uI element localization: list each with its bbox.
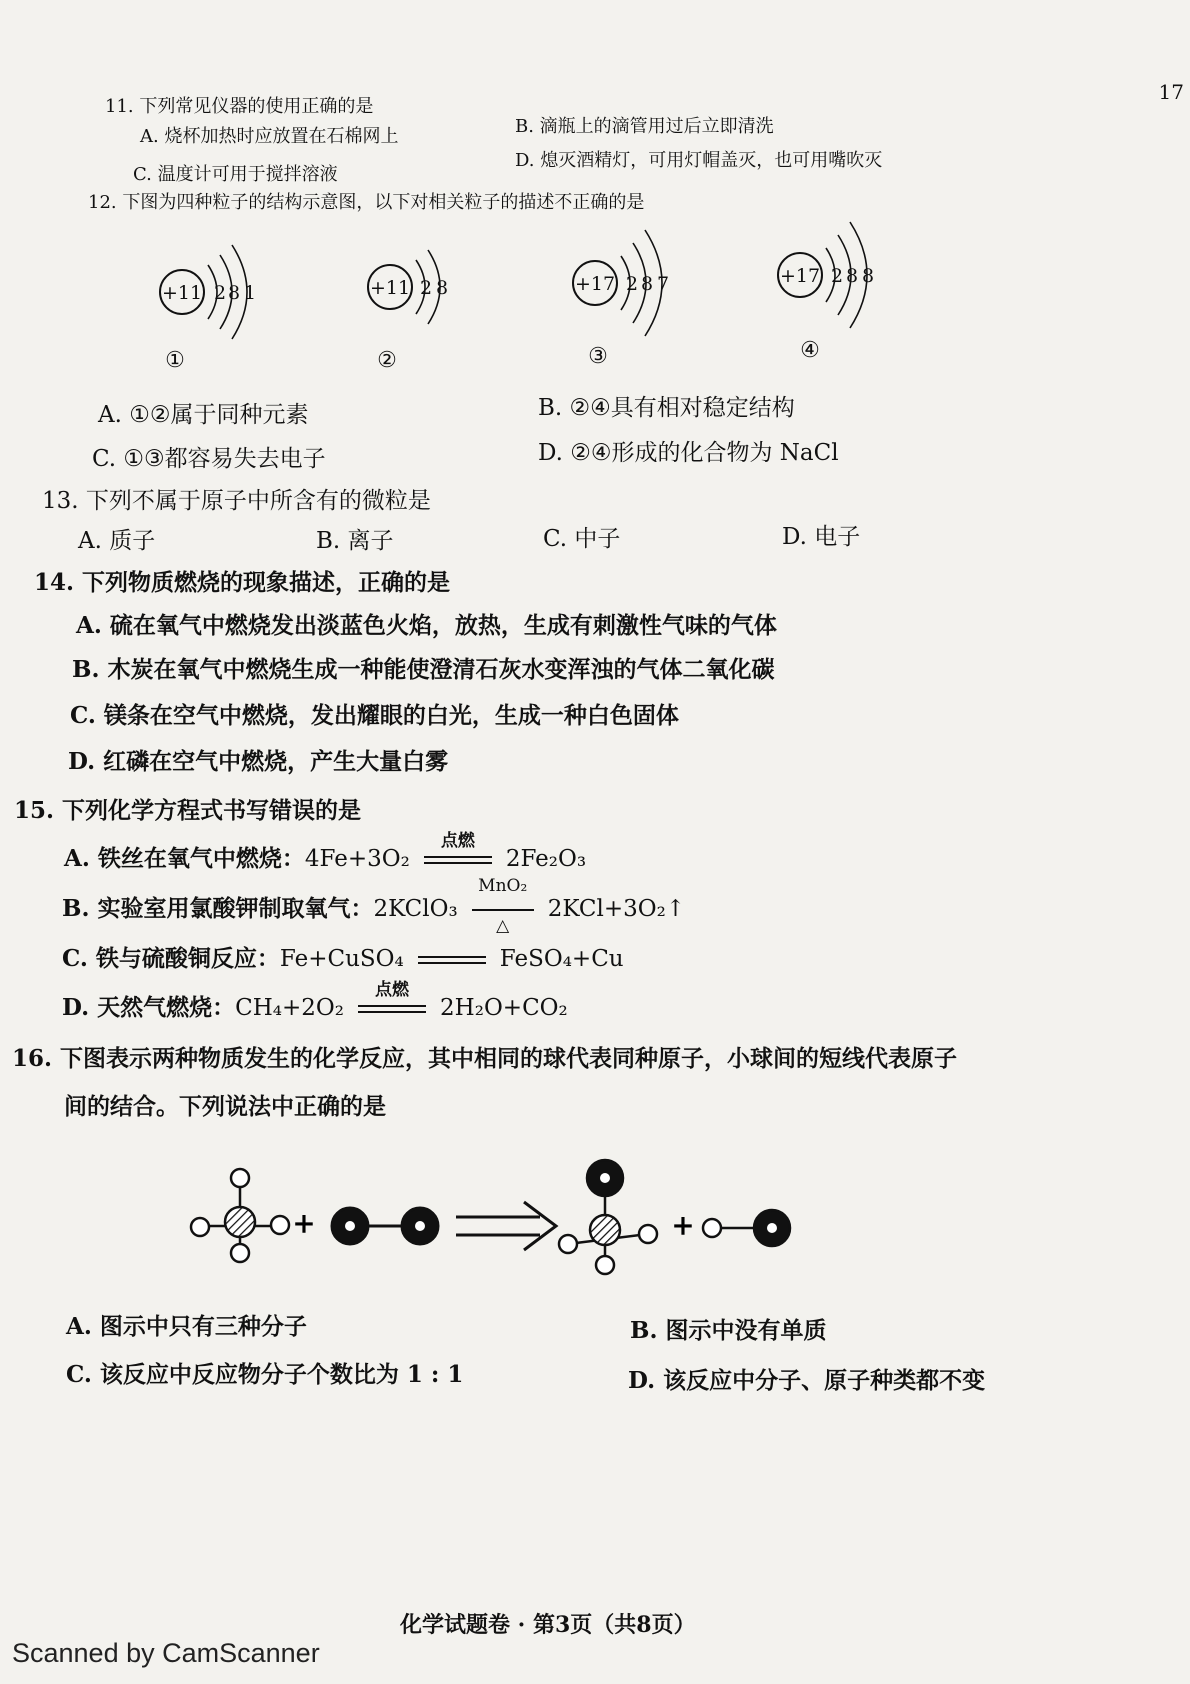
particle-2-shell-1: 2 xyxy=(419,277,433,299)
q16-option-b: B. 图示中没有单质 xyxy=(630,1317,827,1344)
q15-option-b xyxy=(62,876,686,936)
particle-1-label: ① xyxy=(165,348,185,373)
particle-3-diagram xyxy=(573,230,669,369)
q13-option-b: B. 离子 xyxy=(316,528,394,554)
particle-3-shell-3: 7 xyxy=(656,273,670,295)
q12-option-a: A. ①②属于同种元素 xyxy=(98,402,309,428)
q14-stem: 14. 下列物质燃烧的现象描述，正确的是 xyxy=(34,569,451,596)
reactant-molecule-1 xyxy=(191,1169,289,1262)
q15-c-label: C. 铁与硫酸铜反应： xyxy=(62,945,280,972)
q15-d-label: D. 天然气燃烧： xyxy=(62,994,236,1021)
q11-stem: 11. 下列常见仪器的使用正确的是 xyxy=(105,96,374,117)
plus-sign-1: + xyxy=(292,1207,316,1240)
q15-d-rhs: 2H₂O+CO₂ xyxy=(440,995,568,1021)
q11-option-d: D. 熄灭酒精灯，可用灯帽盖灭，也可用嘴吹灭 xyxy=(515,150,883,171)
q14-option-b: B. 木炭在氧气中燃烧生成一种能使澄清石灰水变浑浊的气体二氧化碳 xyxy=(72,656,775,683)
q15-option-a xyxy=(64,831,587,873)
q15-b-lhs: 2KClO₃ xyxy=(373,896,458,922)
q15-c-lhs: Fe+CuSO₄ xyxy=(279,946,404,972)
q12-option-d: D. ②④形成的化合物为 NaCl xyxy=(538,440,839,466)
q12-option-c: C. ①③都容易失去电子 xyxy=(92,446,326,472)
q15-a-condition: 点燃 xyxy=(440,831,475,851)
q15-b-catalyst: MnO₂ xyxy=(478,876,528,896)
particle-2-label: ② xyxy=(377,348,397,373)
particle-1-shell-3: 1 xyxy=(243,282,257,304)
particle-3-shell-1: 2 xyxy=(625,273,639,295)
q11-option-b: B. 滴瓶上的滴管用过后立即清洗 xyxy=(515,116,774,137)
scanner-watermark: Scanned by CamScanner xyxy=(12,1638,320,1668)
q14-option-d: D. 红磷在空气中燃烧，产生大量白雾 xyxy=(68,748,449,775)
particle-1-nucleus: +11 xyxy=(161,282,203,304)
q16-option-d: D. 该反应中分子、原子种类都不变 xyxy=(628,1367,986,1394)
particle-3-shell-2: 8 xyxy=(640,273,654,295)
q15-stem: 15. 下列化学方程式书写错误的是 xyxy=(14,797,362,824)
q15-d-condition: 点燃 xyxy=(375,980,410,1000)
particle-4-nucleus: +17 xyxy=(779,265,821,287)
q15-c-rhs: FeSO₄+Cu xyxy=(499,946,624,972)
q16-stem-line2: 间的结合。下列说法中正确的是 xyxy=(64,1093,386,1120)
page-footer: 化学试题卷 · 第3页（共8页） xyxy=(400,1612,696,1638)
q15-a-rhs: 2Fe₂O₃ xyxy=(505,846,587,872)
reaction-arrow xyxy=(456,1202,556,1250)
q16-stem-line1: 16. 下图表示两种物质发生的化学反应，其中相同的球代表同种原子，小球间的短线代表原子 xyxy=(12,1045,958,1072)
q13-option-d: D. 电子 xyxy=(782,524,861,550)
q14-option-a: A. 硫在氧气中燃烧发出淡蓝色火焰，放热，生成有刺激性气味的气体 xyxy=(76,612,777,639)
q15-b-rhs: 2KCl+3O₂↑ xyxy=(547,896,686,922)
particle-3-label: ③ xyxy=(588,344,608,369)
particle-4-diagram xyxy=(778,222,874,363)
q15-a-label: A. 铁丝在氧气中燃烧： xyxy=(64,845,305,872)
q15-a-lhs: 4Fe+3O₂ xyxy=(304,846,410,872)
q11-option-a: A. 烧杯加热时应放置在石棉网上 xyxy=(140,126,399,147)
product-molecule-1 xyxy=(559,1160,657,1274)
q12-stem: 12. 下图为四种粒子的结构示意图，以下对相关粒子的描述不正确的是 xyxy=(88,192,645,213)
q15-d-lhs: CH₄+2O₂ xyxy=(235,995,344,1021)
particle-2-shell-2: 8 xyxy=(435,277,449,299)
page-corner-number: 17 xyxy=(1158,80,1184,104)
q15-a-equals xyxy=(424,831,492,872)
plus-sign-2: + xyxy=(671,1209,695,1242)
particle-2-diagram xyxy=(368,250,448,373)
particle-1-shell-2: 8 xyxy=(227,282,241,304)
particle-4-label: ④ xyxy=(800,338,820,363)
q16-option-c: C. 该反应中反应物分子个数比为 1 : 1 xyxy=(66,1361,464,1388)
particle-4-shell-3: 8 xyxy=(861,265,875,287)
q12-option-b: B. ②④具有相对稳定结构 xyxy=(538,395,795,421)
q15-b-label: B. 实验室用氯酸钾制取氧气： xyxy=(62,895,374,922)
product-molecule-2 xyxy=(703,1210,790,1246)
q15-b-heat: △ xyxy=(496,916,510,936)
q13-stem: 13. 下列不属于原子中所含有的微粒是 xyxy=(42,488,431,514)
particle-2-nucleus: +11 xyxy=(369,277,411,299)
reactant-molecule-2 xyxy=(332,1208,438,1244)
q16-option-a: A. 图示中只有三种分子 xyxy=(66,1313,307,1340)
q12-particle-diagrams xyxy=(130,215,930,385)
q15-b-equals xyxy=(472,876,534,936)
q13-option-c: C. 中子 xyxy=(543,526,621,552)
q13-option-a: A. 质子 xyxy=(78,528,156,554)
q15-option-c xyxy=(62,940,624,973)
q11-option-c: C. 温度计可用于搅拌溶液 xyxy=(133,164,338,185)
particle-4-shell-1: 2 xyxy=(830,265,844,287)
particle-1-shell-1: 2 xyxy=(213,282,227,304)
q15-option-d xyxy=(62,980,568,1022)
q15-d-equals xyxy=(358,980,426,1021)
particle-3-nucleus: +17 xyxy=(574,273,616,295)
particle-1-diagram xyxy=(160,245,256,373)
q15-c-equals xyxy=(418,948,486,972)
q14-option-c: C. 镁条在空气中燃烧，发出耀眼的白光，生成一种白色固体 xyxy=(70,702,679,729)
q16-reaction-diagram xyxy=(180,1150,820,1290)
particle-4-shell-2: 8 xyxy=(845,265,859,287)
